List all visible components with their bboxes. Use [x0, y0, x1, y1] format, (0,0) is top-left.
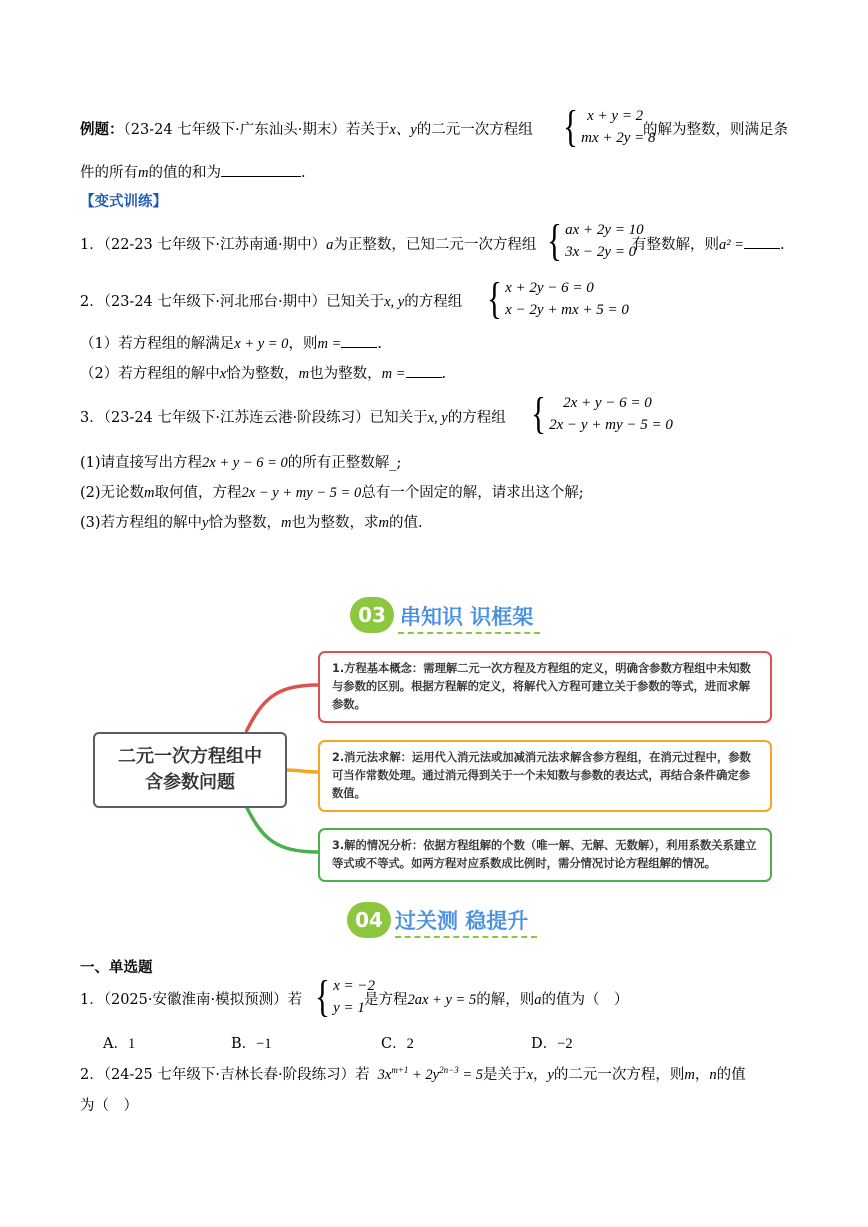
- section-03-underline: [398, 632, 540, 634]
- mc1-tail: 是方程2ax + y = 5的解，则a的值为（ ）: [364, 992, 629, 1008]
- q2-sub1: （1）若方程组的解满足x + y = 0，则m = .: [80, 336, 382, 352]
- mc1-system: { x = −2 y = 1: [315, 972, 376, 1021]
- mindmap-center-line1: 二元一次方程组中: [118, 746, 262, 767]
- mindmap-box-solution-analysis: 3.解的情况分析：依据方程组解的个数（唯一解、无解、无数解），利用系数关系建立等式或不等式。如两方程对应系数成比例时，需分情况讨论方程组解的情况。: [318, 828, 772, 882]
- mc2-line: 2．（24-25 七年级下·吉林长春·阶段练习）若 $3x^{m+1} + 2y^{2n-3} = 5$是关于x，y的二元一次方程，则m，n的值: [80, 1065, 746, 1083]
- example-eq1: x + y = 2: [587, 108, 644, 124]
- q3-line: 3．（23-24 七年级下·江苏连云港·阶段练习）已知关于x, y的方程组: [80, 410, 506, 426]
- example-vars: x、y: [389, 122, 417, 138]
- section-04-badge: 04: [347, 902, 391, 938]
- section-03-badge: 03: [350, 597, 394, 633]
- q2-sub2: （2）若方程组的解中x恰为整数，m也为整数，m = .: [80, 366, 447, 382]
- example-tail: 的解为整数，则满足条: [643, 122, 788, 138]
- answer-blank: [221, 176, 301, 177]
- example-line-1: [80, 118, 533, 139]
- example-system: { x + y = 2 mx + 2y = 8: [563, 102, 656, 151]
- example-label: 例题：: [80, 121, 124, 138]
- part1-title: 一、单选题: [80, 959, 153, 976]
- example-source: （23-24 七年级下·广东汕头·期末）若关于: [123, 122, 390, 138]
- section-04-title: 过关测 稳提升: [395, 909, 529, 933]
- q3-part3: (3)若方程组的解中y恰为整数，m也为整数，求m的值.: [80, 515, 423, 531]
- section-03-title: 串知识 识框架: [400, 605, 534, 629]
- mindmap-center-line2: 含参数问题: [145, 772, 235, 793]
- q3-part2: (2)无论数m取何值，方程2x − y + my − 5 = 0总有一个固定的解，请求出这个解;: [80, 485, 584, 501]
- mindmap-box-concept: 1.方程基本概念：需理解二元一次方程及方程组的定义，明确含参数方程组中未知数与参数的区别。根据方程解的定义，将解代入方程可建立关于参数的等式，进而求解参数。: [318, 651, 772, 723]
- variant-title: 【变式训练】: [80, 193, 167, 210]
- q1-line: 1．（22-23 七年级下·江苏南通·期中）a为正整数，已知二元一次方程组: [80, 237, 537, 253]
- q2-line: 2．（23-24 七年级下·河北邢台·期中）已知关于x, y的方程组: [80, 294, 463, 310]
- q1-system: { ax + 2y = 10 3x − 2y = 0: [547, 216, 644, 265]
- mc1-option-a[interactable]: A．1: [103, 1036, 136, 1052]
- mc1-option-c[interactable]: C．2: [381, 1036, 414, 1052]
- mindmap-box-elimination: 2.消元法求解：运用代入消元法或加减消元法求解含参方程组，在消元过程中，参数可当作常数处理。通过消元得到关于一个未知数与参数的表达式，再结合条件确定参数值。: [318, 740, 772, 812]
- mc1-line: 1．（2025·安徽淮南·模拟预测）若: [80, 992, 303, 1008]
- example-eq2: mx + 2y = 8: [581, 130, 656, 146]
- mindmap-center-node: [93, 732, 287, 808]
- q1-tail: 有整数解，则a² = .: [632, 237, 785, 253]
- mc1-option-d[interactable]: D．−2: [531, 1036, 573, 1052]
- q3-part1: (1)请直接写出方程2x + y − 6 = 0的所有正整数解_;: [80, 455, 402, 471]
- section-04-underline: [395, 936, 537, 938]
- example-mid: 的二元一次方程组: [416, 122, 533, 138]
- example-line-2: 件的所有m的值的和为 .: [80, 165, 306, 181]
- q2-system: { x + 2y − 6 = 0 x − 2y + mx + 5 = 0: [487, 274, 629, 323]
- mc2-line-2: 为（ ）: [80, 1098, 138, 1114]
- q3-system: { 2x + y − 6 = 0 2x − y + my − 5 = 0: [531, 389, 673, 438]
- mc1-option-b[interactable]: B．−1: [231, 1036, 272, 1052]
